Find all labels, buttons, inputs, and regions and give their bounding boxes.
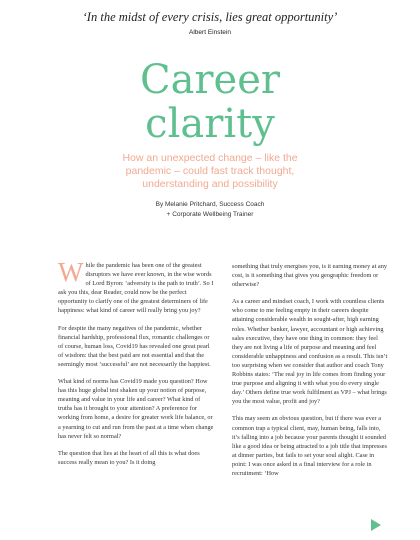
byline-author: By Melanie Pritchard, Success Coach [155, 201, 265, 208]
article-paragraph: The question that lies at the heart of all this is what does success really mean to you? Is it doing [58, 449, 200, 466]
article-title [0, 58, 420, 146]
byline-role: + Corporate Wellbeing Trainer [166, 210, 254, 218]
article-title-line-1: Career [139, 57, 281, 103]
article-title-line-2: clarity [145, 101, 275, 147]
article-subtitle [0, 152, 420, 191]
epigraph-quote: ‘In the midst of every crisis, lies great opportunity’ [82, 10, 338, 24]
next-page-play-icon[interactable] [371, 519, 381, 531]
article-subtitle-line-3: understanding and possibility [142, 178, 278, 190]
article-subtitle-line-2: pandemic – could fast track thought, [125, 165, 295, 177]
epigraph-author: Albert Einstein [189, 29, 231, 36]
article-paragraph: What kind of norms has Covid19 made you question? How has this huge global test shaken up your notion of purpose, meaning and value in your life and career? What kind of truths has it brought to your attention? A preference for working from home, a desire for greater work life balance, or a yearning to cut and run from the past at a time when change has never felt so normal? [58, 378, 214, 440]
article-subtitle-line-1: How an unexpected change – like the [122, 152, 298, 164]
article-paragraph [58, 257, 215, 316]
article-paragraph: This may seem an obvious question, but if there was ever a common trap a typical client, may, human being, falls into, it’s falling into a job because your parents thought it sounded like a good idea or being attracted to a job title that impresses at dinner parties, but fails to set your soul alight. Case in point: I was once asked in a final interview for a role in recruitment: ‘How [232, 415, 387, 477]
article-column-right [232, 262, 389, 486]
drop-cap: W [58, 257, 84, 287]
byline [0, 200, 420, 219]
article-paragraph-text: hile the pandemic has been one of the greatest disruptors we have ever known, in the wise words of Lord Byron: ‘adversity is the path to truth’. So I ask you this, dear Reader, could now be the perfect opportunity to clarify one of the greatest determiners of life happiness: what kind of career will really bring you joy? [58, 262, 214, 315]
article-column-left [58, 257, 215, 475]
article-paragraph: As a career and mindset coach, I work with countless clients who come to me feeling empty in their careers despite attaining considerable wealth in sought-after, high earning roles. Whether banker, lawyer, accountant or high achieving sales executive, they have one thing in common: they feel they are not living a life of purpose and meaning and feel considerable unhappiness and confusion as a result. This isn’t too surprising when we consider that author and coach Tony Robbins states: ‘The real joy in life comes from finding your true purpose and aligning it with what you do every single day.’ Others define true work fulfilment as VPJ – what brings you the most value, profit and joy? [232, 298, 388, 406]
article-paragraph: For despite the many negatives of the pandemic, whether financial hardship, professional flux, romantic challenges or of course, human loss, Covid19 has revealed one great pearl of wisdom: that the best paid are not essential and that the seemingly most ‘successful’ are not necessarily the happiest. [58, 324, 211, 368]
article-paragraph: something that truly energises you, is it earning money at any cost, is it something that gives you geographic freedom or otherwise? [232, 263, 388, 289]
